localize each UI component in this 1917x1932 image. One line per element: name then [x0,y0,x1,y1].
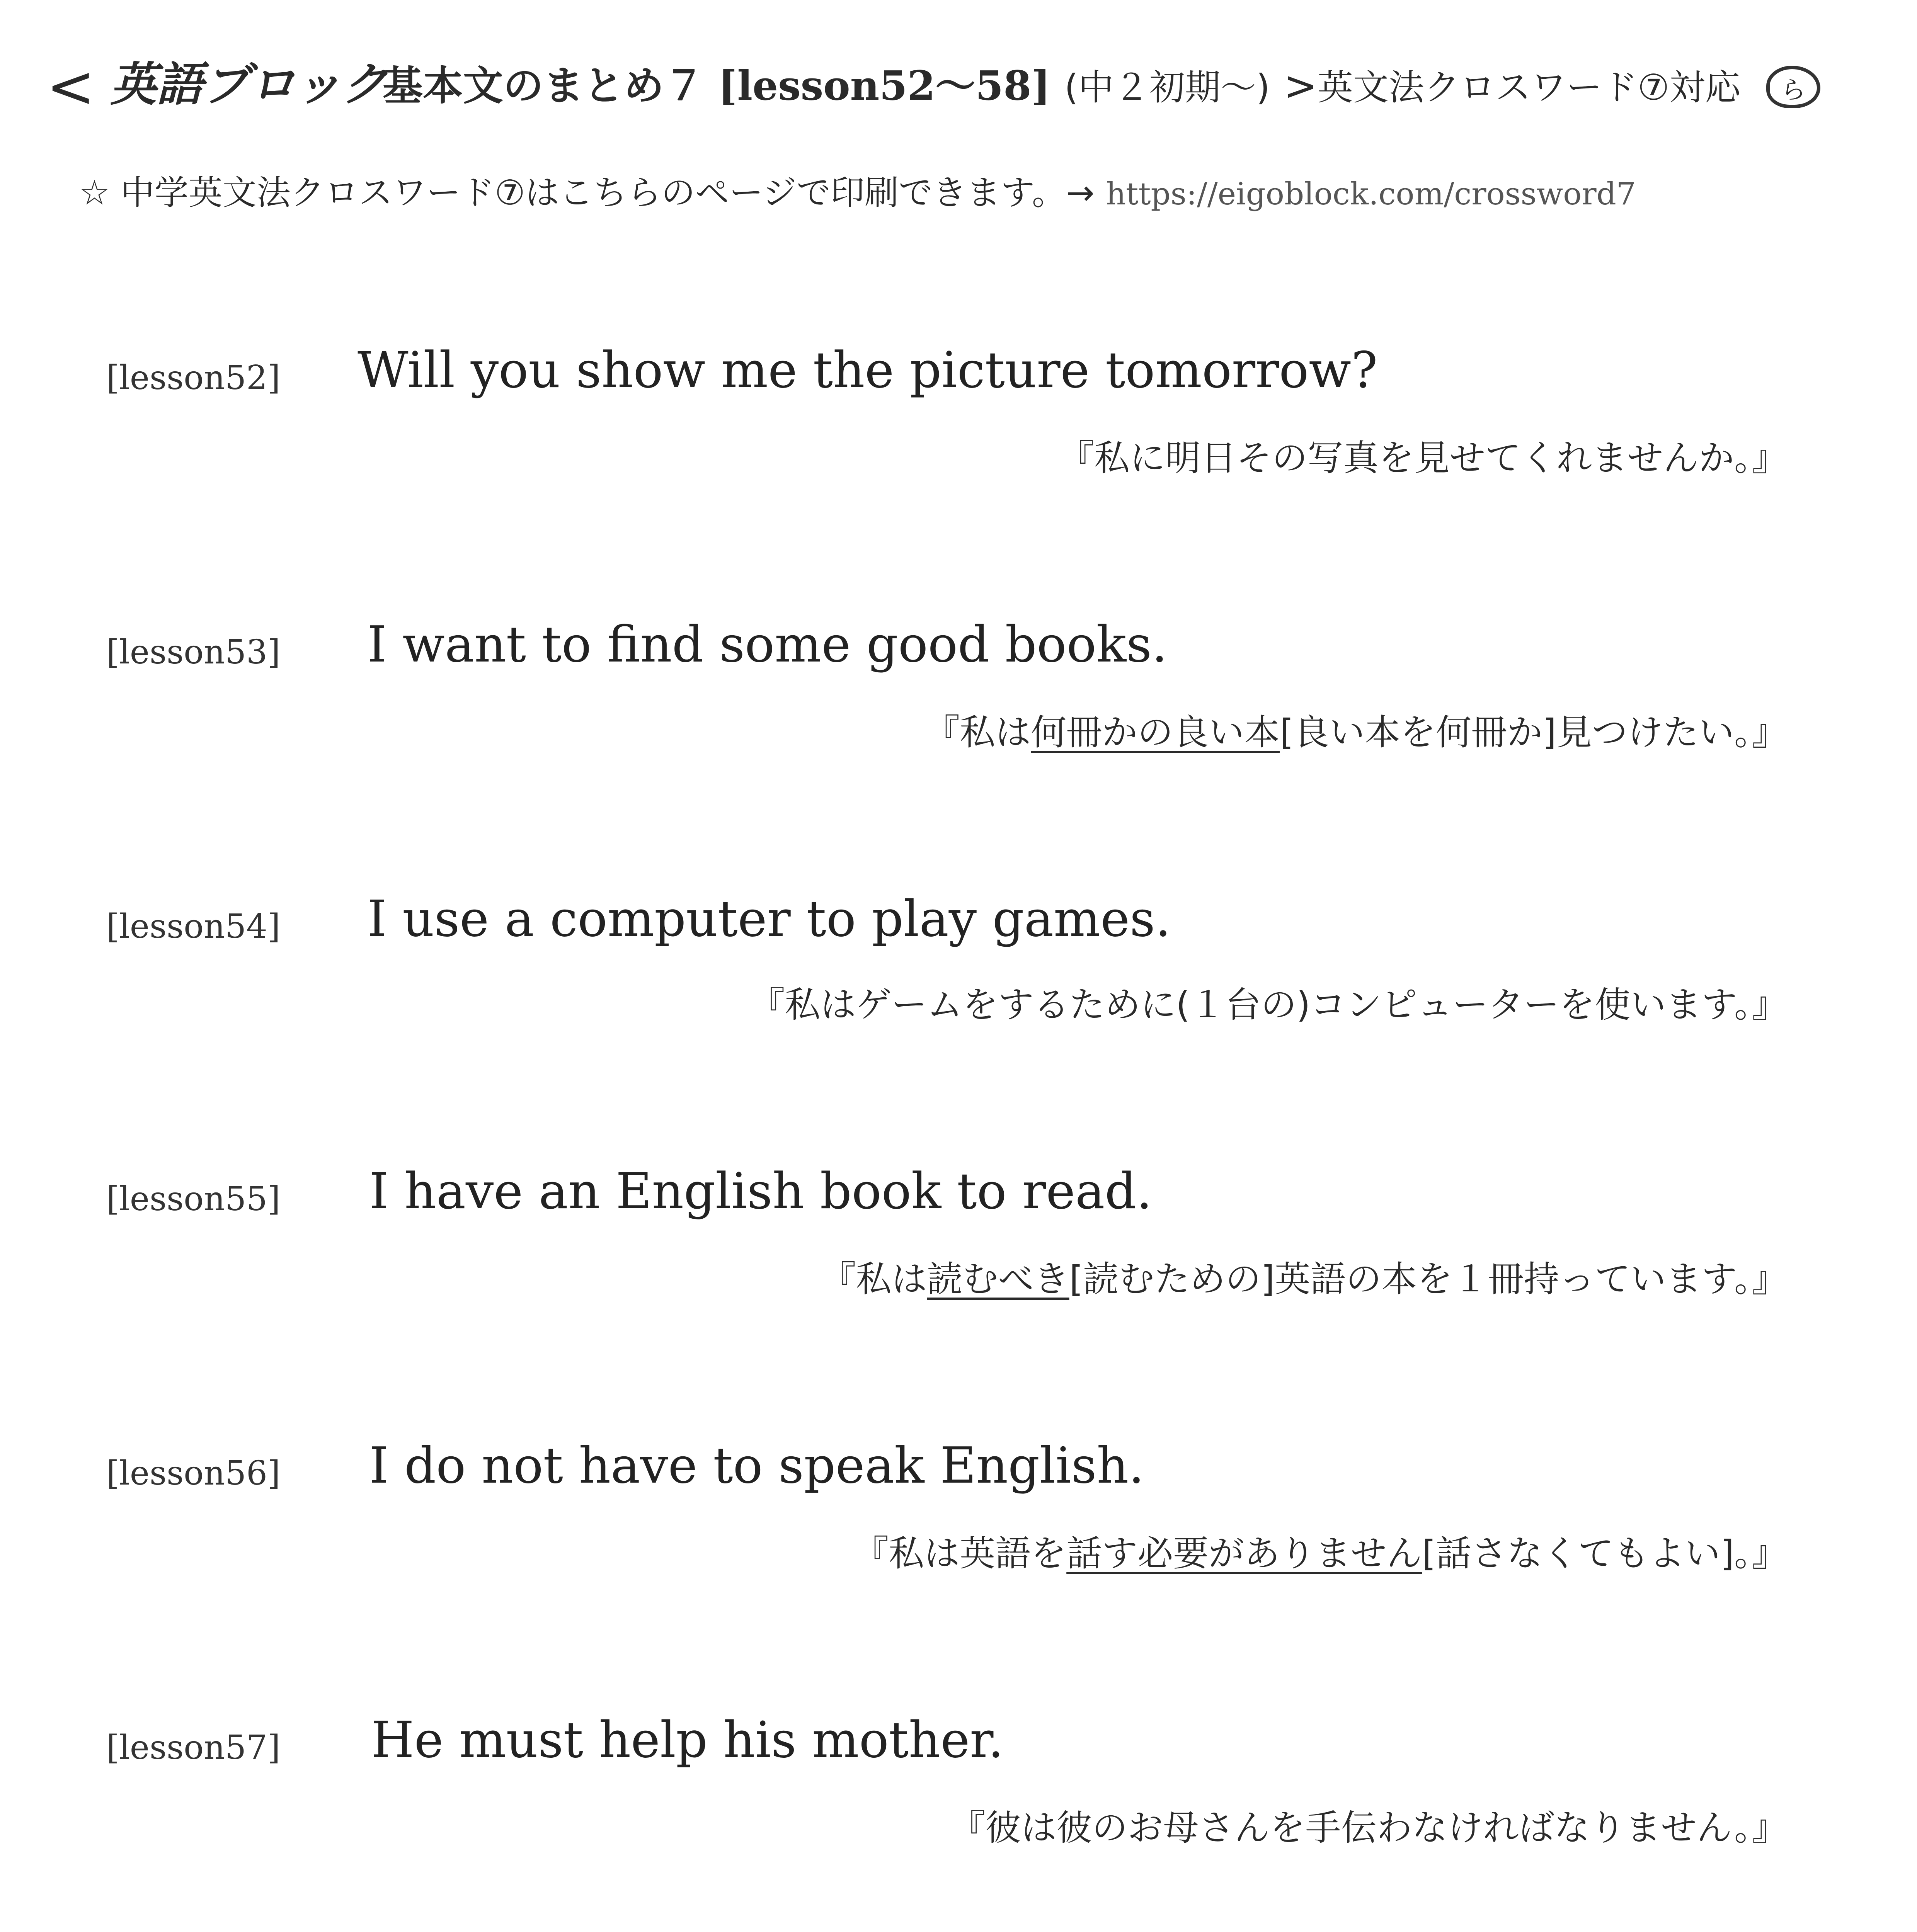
lesson-54-english: I use a computer to play games. [367,890,1171,948]
jp-part: [良い本を何冊か]見つけたい。』 [1280,712,1788,753]
lesson-55-japanese [820,1259,1788,1300]
jp-underlined: 読むべき [927,1259,1069,1300]
lesson-57-english: He must help his mother. [371,1711,1004,1769]
title-subtitle: 英文法クロスワード⑦対応 [1318,67,1741,108]
jp-underlined: 話す必要がありません [1066,1533,1422,1574]
title-jp: 基本文のまとめ７ [383,62,705,109]
jp-part: 『私は [820,1259,927,1300]
lesson-53-japanese [924,712,1788,753]
lesson-tag-52: [lesson52] [106,359,281,397]
notice-line [79,173,1636,213]
lesson-52-english: Will you show me the picture tomorrow? [358,342,1378,399]
title-grade: (中２初期〜) [1064,67,1270,108]
lesson-tag-56: [lesson56] [106,1454,281,1493]
lesson-54-japanese: 『私はゲームをするために(１台の)コンピューターを使います。』 [749,984,1788,1026]
brand-logo: 英語ブロック [110,58,388,112]
notice-text: ☆ 中学英文法クロスワード⑦はこちらのページで印刷できます。→ [79,173,1095,213]
jp-part: 『私は [924,712,1031,753]
lesson-56-english: I do not have to speak English. [369,1437,1144,1495]
lesson-tag-57: [lesson57] [106,1728,281,1767]
lesson-57-japanese: 『彼は彼のお母さんを手伝わなければなりません。』 [950,1807,1788,1849]
jp-part: [話さなくてもよい]。』 [1422,1533,1788,1574]
jp-part: 『私は英語を [853,1533,1067,1574]
lesson-tag-55: [lesson55] [106,1180,281,1218]
lesson-55-english: I have an English book to read. [369,1163,1153,1220]
notice-url: https://eigoblock.com/crossword7 [1106,176,1636,212]
jp-underlined: 何冊かの良い本 [1031,712,1280,753]
lesson-52-japanese: 『私に明日その写真を見せてくれませんか。』 [1058,437,1788,479]
mascot-icon: ら [1766,66,1820,108]
lesson-tag-54: [lesson54] [106,907,281,946]
jp-part: [読むための]英語の本を１冊持っています。』 [1069,1259,1788,1300]
lesson-tag-53: [lesson53] [106,633,281,672]
lesson-56-japanese [853,1533,1788,1574]
title-range: [lesson52〜58] [718,62,1050,109]
back-chevron: < [46,53,95,121]
page-title [383,62,1741,109]
lesson-53-english: I want to find some good books. [367,616,1168,673]
title-separator: > [1284,62,1318,109]
